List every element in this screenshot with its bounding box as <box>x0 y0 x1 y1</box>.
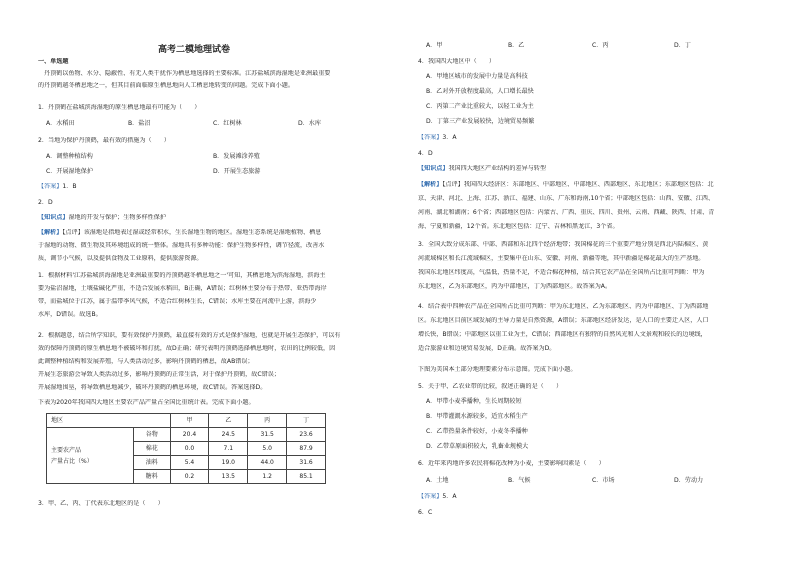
question-4: 4．我国四大地区中（ ） <box>418 58 496 65</box>
table-header-cell: 乙 <box>209 414 248 428</box>
answer-5: 5．A <box>442 493 457 500</box>
answer-3: 3．A <box>442 134 457 141</box>
intro-line: 的丹顶鹤越冬栖息地之一，但其目前面临原生栖息地向人工栖息地转变的问题。完成下面小题。 <box>38 82 294 89</box>
analysis-line: 开展湿地围垦，将导致栖息地减少，破坏丹顶鹤的栖息环境，故C错误。答案选择D。 <box>38 384 267 391</box>
analysis-line: 3．全国大致分成东部、中部、西部和东北四个经济地带；我国棉花的三个重要产地分别是西北内陆棉区、黄 <box>418 241 709 248</box>
knowledge-text: 湿地的开发与保护；生物多样性保护 <box>68 214 166 221</box>
analysis-line: 效的保障丹顶鹤的原生栖息地不被破坏和打扰，故D正确；研究表明丹顶鹤选择栖息地时，农田的比例较低，因 <box>38 345 336 352</box>
analysis-line: 带，而盐城位于江苏，属于温带季风气候，不适合红树林生长，C错误；水库主要在河流中上游，滨海少 <box>38 298 317 305</box>
analysis-line: 东北地区，乙为东部地区，丙为中部地区，丁为西部地区。故答案为A。 <box>418 283 612 290</box>
q5-option-b: B．甲带灌溉水源较多，适宜水稻生产 <box>426 413 528 420</box>
crop-name: 糖料 <box>134 470 171 484</box>
answer-block <box>418 493 768 501</box>
q6-option-b: B．气候 <box>508 477 531 484</box>
q3-option-d: D．丁 <box>674 42 691 49</box>
crop-share-table <box>46 413 326 484</box>
answer-6: 6．C <box>418 509 433 516</box>
analysis-line: 河流域棉区和长江流域棉区，主要集中在山东、安徽、河南、新疆等地，其中新疆是棉花最大的生产基地。 <box>418 255 705 262</box>
answer-label: 【答案】 <box>418 134 443 141</box>
row-label-cell <box>47 428 134 484</box>
q6-option-d: D．劳动力 <box>674 477 704 484</box>
q3-option-a: A．甲 <box>426 42 443 49</box>
table-cell: 20.4 <box>170 428 209 442</box>
table-header-cell: 甲 <box>170 414 209 428</box>
table-cell: 87.9 <box>287 442 326 456</box>
q1-option-c: C．红树林 <box>213 120 242 127</box>
table-cell: 31.5 <box>248 428 287 442</box>
table-cell: 31.6 <box>287 456 326 470</box>
analysis-line: 此调整种植结构和发展养殖，与人类活动过多，影响丹顶鹤的栖息，故AB错误； <box>38 358 254 365</box>
analysis-line: 要为盐沼湿地，土壤盐碱化严重，不适合发展水稻田，B正确，A错误；红树林主要分布于热带、亚热带海岸 <box>38 285 327 292</box>
q6-option-a: A．土地 <box>426 477 449 484</box>
q4-option-d: D．丁第三产业发展较快，边境贸易频繁 <box>426 118 535 125</box>
crop-name: 谷物 <box>134 428 171 442</box>
analysis-line <box>38 229 374 237</box>
left-column <box>8 0 380 562</box>
answer-label: 【答案】 <box>38 183 63 190</box>
analysis-line: 水库，D错误。故选B。 <box>38 311 102 318</box>
analysis-line: 于湿地的动物、微生物及其环境组成的统一整体。湿地具有多种功能：保护生物多样性，调节径流，改善水 <box>38 242 325 249</box>
analysis-line: 我国东北地区纬度高，气温低，热量不足，不适合棉花种植，结合其它农产品在全国所占比重可判断：甲为 <box>418 269 705 276</box>
analysis-line: 区。东北地区目前区域发展的主导力量是自然资源，A错误；东部地区经济发达，是人口的主要迁入区，人口 <box>418 317 709 324</box>
table-header-cell: 丙 <box>248 414 287 428</box>
knowledge-label: 【知识点】 <box>38 214 69 221</box>
analysis-line: 增长快，B错误；中部地区以重工业为主，C错误；西部地区有独特的自然风光和人文景观和较长的边境线， <box>418 331 707 338</box>
analysis-line: 2．根据题意，结合所学知识，要有效保护丹顶鹤，最直接有效的方式是保护湿地，也就是开展生态保护，可以有 <box>38 332 341 339</box>
table-cell: 1.2 <box>248 470 287 484</box>
section-heading: 一、单选题 <box>38 58 69 65</box>
table-cell: 5.0 <box>248 442 287 456</box>
crop-name: 棉花 <box>134 442 171 456</box>
analysis-line: 适合旅游业和边境贸易发展，D正确。故答案为D。 <box>418 345 556 352</box>
q4-option-b: B．乙对外开放程度最高，人口增长最快 <box>426 88 534 95</box>
q6-option-c: C．市场 <box>592 477 615 484</box>
map-intro: 下图为美国本土部分地理要素分布示意图。完成下面小题。 <box>418 366 577 373</box>
table-cell: 85.1 <box>287 470 326 484</box>
table-cell: 5.4 <box>170 456 209 470</box>
crop-name: 油料 <box>134 456 171 470</box>
q5-option-c: C．乙带热量条件较好，小麦冬季播种 <box>426 428 528 435</box>
table-cell: 23.6 <box>287 428 326 442</box>
analysis-line: 1．根据材料'江苏盐城滨海湿地是亚洲最重要的丹顶鹤越冬栖息地之一'可知，其栖息地为滨海湿地，滨海主 <box>38 272 326 279</box>
answer-4: 4．D <box>418 150 433 157</box>
q2-option-d: D．开展生态旅游 <box>213 168 261 175</box>
table-cell: 44.0 <box>248 456 287 470</box>
analysis-text: 【点评】该湿地是指地表过湿或经常积水，生长湿地生物的地区。湿地生态系统是湿地植物、栖息 <box>62 229 322 236</box>
analysis-label: 【解析】 <box>418 181 443 188</box>
q2-option-c: C．开展湿地保护 <box>46 168 93 175</box>
table-cell: 7.1 <box>209 442 248 456</box>
answer-block <box>38 183 374 191</box>
analysis-line: 河南、湖北和湖南；6个省；西部地区包括：内蒙古、广西、重庆、四川、贵州、云南、西藏、陕西、甘肃、青 <box>418 209 715 216</box>
table-cell: 24.5 <box>209 428 248 442</box>
question-3: 3．甲、乙、丙、丁代表东北地区的是（ ） <box>38 500 164 507</box>
table-header-cell: 地区 <box>47 414 171 428</box>
question-1: 1．丹顶鹤在盐城滨海湿地的原生栖息地最有可能为（ ） <box>38 104 201 111</box>
analysis-line: 4．结合表中四种农产品在全国所占比重可判断：甲为东北地区、乙为东部地区、丙为中部地区、丁为西部地 <box>418 303 709 310</box>
q2-option-b: B．发展滩涂养殖 <box>213 153 260 160</box>
table-intro: 下表为2020年我国四大地区主要农产品产量占全国比重统计表。完成下面小题。 <box>38 399 255 406</box>
question-2: 2．当地为保护丹顶鹤，最有效的措施为（ ） <box>38 137 170 144</box>
q4-option-c: C．丙第二产业比重较大，以轻工业为主 <box>426 103 534 110</box>
knowledge-label: 【知识点】 <box>418 165 449 172</box>
table-cell: 13.5 <box>209 470 248 484</box>
question-6: 6．近年来丙地许多农民将棉花改种为小麦，主要影响因素是（ ） <box>418 460 605 467</box>
table-header-row <box>47 414 326 428</box>
row-label: 主要农产品 <box>51 446 82 454</box>
table-header-cell: 丁 <box>287 414 326 428</box>
analysis-line: 开展生态旅游会导致人类活动过多，影响丹顶鹤的正常生活，对于保护丹顶鹤，故C错误； <box>38 371 280 378</box>
q2-option-a: A．调整种植结构 <box>46 153 93 160</box>
right-column <box>402 0 774 562</box>
analysis-label: 【解析】 <box>38 229 63 236</box>
q5-option-d: D．乙带草原面积较大，乳畜业规模大 <box>426 443 529 450</box>
question-5: 5．关于甲、乙农业带的比较，叙述正确的是（ ） <box>418 383 563 390</box>
table-row <box>47 428 326 442</box>
page-title: 高考二模地理试卷 <box>157 45 230 55</box>
analysis-line <box>418 181 768 189</box>
q4-option-a: A．甲地区城市的发展中力量是高科技 <box>426 73 528 80</box>
answer-label: 【答案】 <box>418 493 443 500</box>
knowledge-point <box>38 214 374 222</box>
q1-option-b: B．盐沼 <box>128 120 151 127</box>
intro-line: 丹顶鹤以鱼物、水分、隐蔽性、有无人类干扰作为栖息地选择的主要标准。江苏盐城滨海湿地是亚洲最重要 <box>44 70 331 77</box>
knowledge-text: 我国四大地区产业结构的差异与转型 <box>448 165 546 172</box>
table-cell: 0.2 <box>170 470 209 484</box>
analysis-line: 海、宁夏和新疆，12个省。东北地区包括：辽宁、吉林和黑龙江，3个省。 <box>418 223 619 230</box>
q5-option-a: A．甲带小麦季播种，生长周期较短 <box>426 398 522 405</box>
q1-option-a: A．水稻田 <box>46 120 75 127</box>
answer-1: 1．B <box>62 183 77 190</box>
row-label: 产量占比（%） <box>51 457 93 465</box>
q1-option-d: D．水库 <box>298 120 321 127</box>
q3-option-c: C．丙 <box>592 42 609 49</box>
analysis-text: 【点评】我国四大经济区：东部地区、中部地区、中部地区、西部地区、东北地区；东部地区包括：北 <box>442 181 714 188</box>
answer-block <box>418 134 768 142</box>
knowledge-point <box>418 165 768 173</box>
answer-2: 2．D <box>38 199 53 206</box>
analysis-line: 质，调节小气候，以及提供食物及工业原料，提供旅游资源。 <box>38 255 203 262</box>
table-cell: 0.0 <box>170 442 209 456</box>
analysis-line: 京、天津、河北、上海、江苏、浙江、福建、山东、广东和海南,10个省；中部地区包括：山西、安徽、江西、 <box>418 195 715 202</box>
table-cell: 19.0 <box>209 456 248 470</box>
q3-option-b: B．乙 <box>508 42 525 49</box>
